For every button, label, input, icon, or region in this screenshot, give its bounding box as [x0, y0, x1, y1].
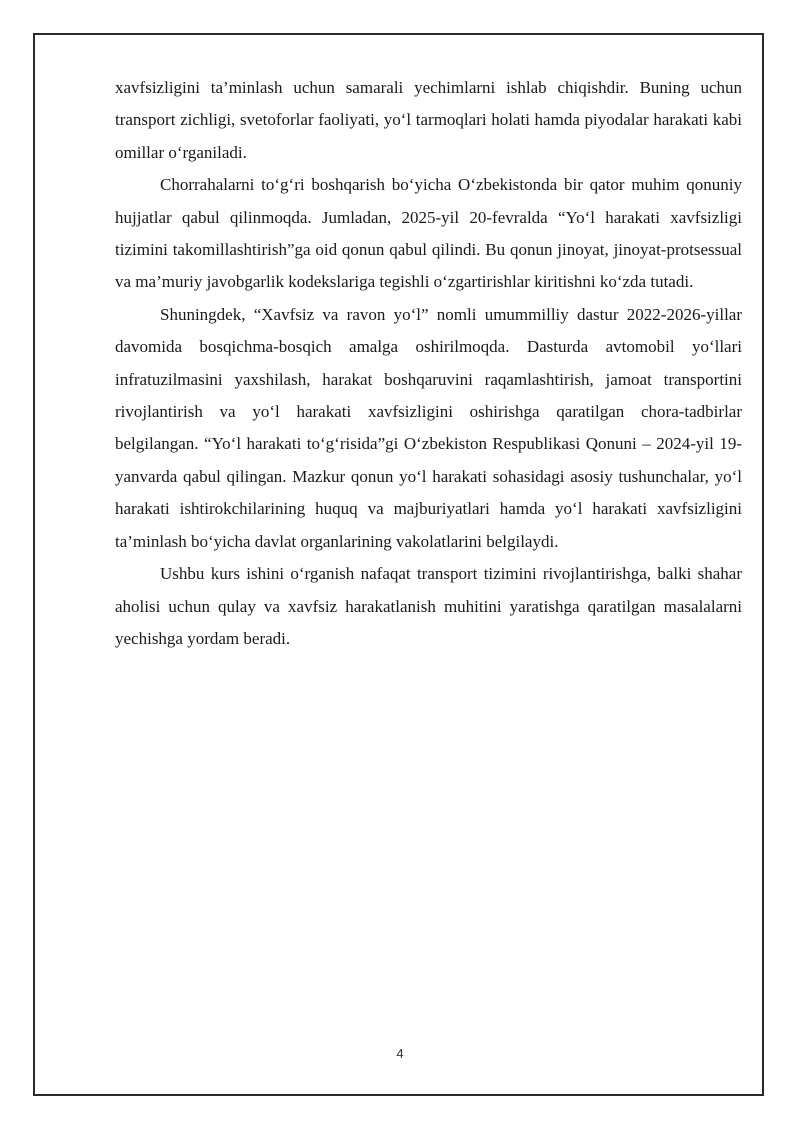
paragraph-4: Ushbu kurs ishini o‘rganish nafaqat transport tizimini rivojlantirishga, balki shahar aholisi uchun qulay va xavfsiz harakatlanish muhitini yaratishga qaratilgan masalalarni yechishga yordam beradi.: [115, 564, 742, 648]
page-number: 4: [396, 1046, 404, 1061]
paragraph-2: Chorrahalarni to‘g‘ri boshqarish bo‘yicha O‘zbekistonda bir qator muhim qonuniy hujjatlar qabul qilinmoqda. Jumladan, 2025-yil 20-fevralda “Yo‘l harakati xavfsizligi tizimini takomillashtirish”ga oid qonun qabul qilindi. Bu qonun jinoyat, jinoyat-protsessual va ma’muriy javobgarlik kodekslariga tegishli o‘zgartirishlar kiritishni ko‘zda tutadi.: [115, 175, 742, 292]
document-body: [115, 72, 742, 655]
paragraph-1: xavfsizligini ta’minlash uchun samarali yechimlarni ishlab chiqishdir. Buning uchun transport zichligi, svetoforlar faoliyati, yo‘l tarmoqlari holati hamda piyodalar harakati kabi omillar o‘rganiladi.: [115, 78, 742, 162]
paragraph-3: Shuningdek, “Xavfsiz va ravon yo‘l” nomli umummilliy dastur 2022-2026-yillar davomida bosqichma-bosqich amalga oshirilmoqda. Dasturda avtomobil yo‘llari infratuzilmasini yaxshilash, harakat boshqaruvini raqamlashtirish, jamoat transportini rivojlantirish va yo‘l harakati xavfsizligini oshirishga qaratilgan chora-tadbirlar belgilangan. “Yo‘l harakati to‘g‘risida”gi O‘zbekiston Respublikasi Qonuni – 2024-yil 19-yanvarda qabul qilingan. Mazkur qonun yo‘l harakati sohasidagi asosiy tushunchalar, yo‘l harakati ishtirokchilarining huquq va majburiyatlari hamda yo‘l harakati xavfsizligini ta’minlash bo‘yicha davlat organlarining vakolatlarini belgilaydi.: [115, 304, 742, 551]
